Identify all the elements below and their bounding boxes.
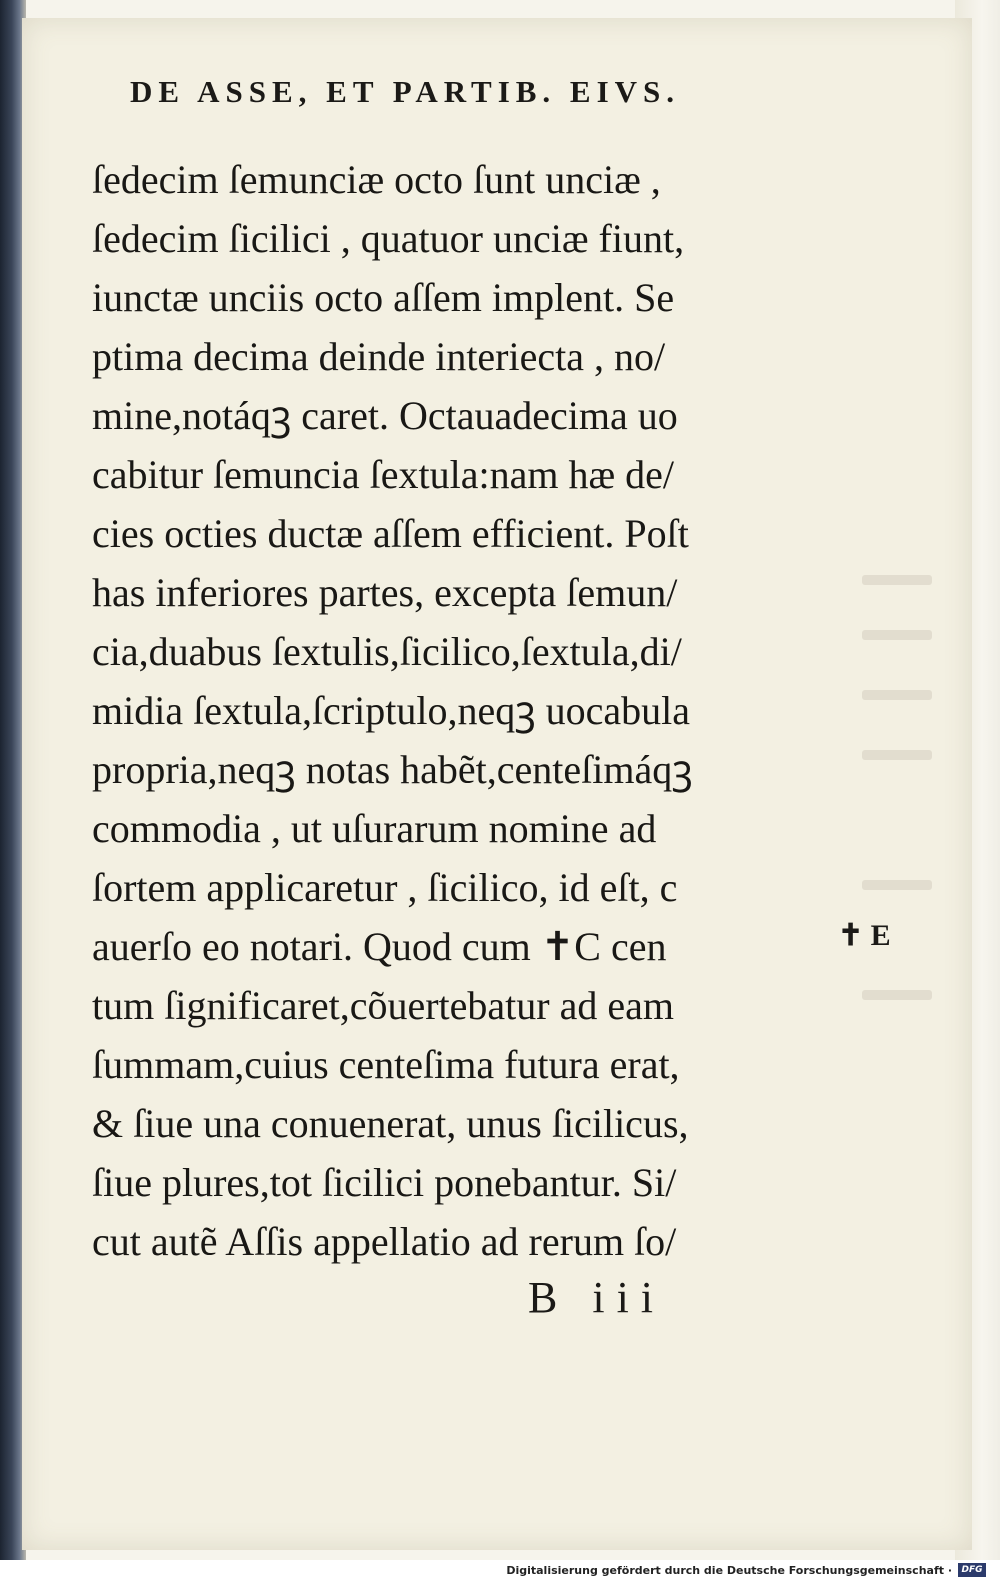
show-through-mark [862, 990, 932, 1000]
text-line: has inferiores partes, excepta ſemun/ [92, 570, 678, 615]
text-line: propria,neqꝫ notas habẽt,centeſimáqꝫ [92, 747, 693, 792]
text-line: ſiue plures,tot ſicilici ponebantur. Si/ [92, 1160, 677, 1205]
text-line: midia ſextula,ſcriptulo,neqꝫ uocabula [92, 688, 691, 733]
text-line: ſedecim ſemunciæ octo ſunt unciæ , [92, 157, 661, 202]
text-line: commodia , ut uſurarum nomine ad [92, 806, 657, 851]
text-line: cabitur ſemuncia ſextula:nam hæ de/ [92, 452, 675, 497]
text-line: cia,duabus ſextulis,ſicilico,ſextula,di/ [92, 629, 682, 674]
text-line: tum ſignificaret,cõuertebatur ad eam [92, 983, 674, 1028]
body-text [92, 150, 812, 1270]
show-through-mark [862, 750, 932, 760]
text-line: mine,notáqꝫ caret. Octauadecima uo [92, 393, 678, 438]
text-line: cut autẽ Aſſis appellatio ad rerum ſo/ [92, 1219, 677, 1264]
show-through-mark [862, 880, 932, 890]
dfg-logo: DFG [958, 1563, 986, 1577]
text-line: ſummam,cuius centeſima futura erat, [92, 1042, 680, 1087]
text-line: & ſiue una conuenerat, unus ſicilicus, [92, 1101, 689, 1146]
signature-mark: B iii [528, 1273, 666, 1322]
text-line: ſedecim ſicilici , quatuor unciæ fiunt, [92, 216, 685, 261]
show-through-mark [862, 690, 932, 700]
margin-note: ✝ E [838, 919, 891, 952]
text-line: ptima decima deinde interiecta , no/ [92, 334, 666, 379]
text-line: iunctæ unciis octo aſſem implent. Se [92, 275, 675, 320]
text-line: ſortem applicaretur , ſicilico, id eſt, c [92, 865, 678, 910]
show-through-mark [862, 630, 932, 640]
text-line: auerſo eo notari. Quod cum ✝C cen [92, 924, 667, 969]
running-head: DE ASSE, ET PARTIB. EIVS. [130, 74, 681, 109]
show-through-mark [862, 575, 932, 585]
funding-credit: Digitalisierung gefördert durch die Deutsche Forschungsgemeinschaft · [506, 1564, 952, 1577]
text-line: cies octies ductæ aſſem efficient. Poſt [92, 511, 689, 556]
